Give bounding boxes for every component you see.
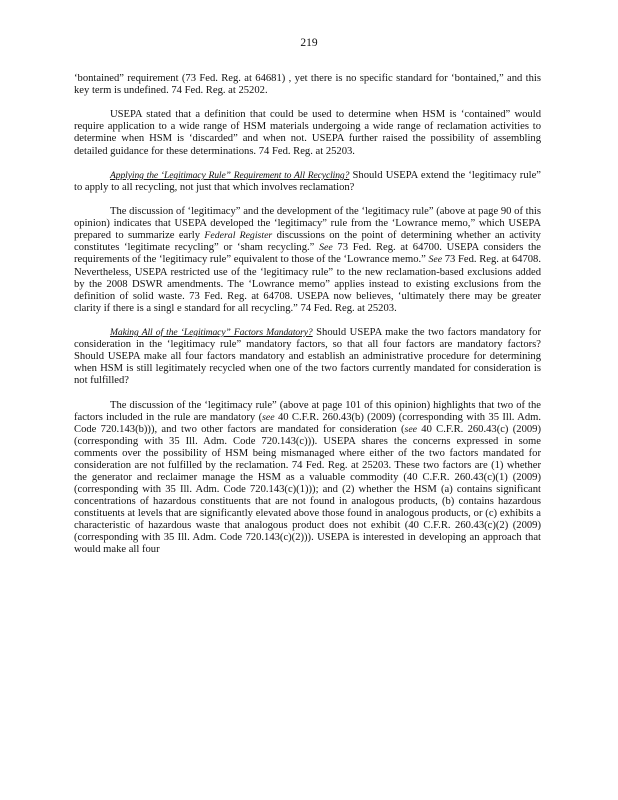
opinion-body-text [74,73,541,568]
paragraph-text: The discussion of the ‘legitimacy rule” (above at page 101 of this opinion) highlights that two of the factors included in the rule are mandatory ( [74,399,541,423]
paragraph-p3 [74,170,541,194]
paragraph-text: 73 Fed. Reg. at 64708. Nevertheless, USEPA restricted use of the ‘legitimacy rule” to the new reclamation-based exclusions added by the 2008 DSWR amendments. The ‘Lowrance memo” applies instead to existing exclusions from the definition of solid waste. 73 Fed. Reg. at 64708. USEPA now believes, ‘ultimately there may be greater clarity if there is a singl e standard for all recycling.” 74 Fed. Reg. at 25203. [74,254,541,314]
italic-citation: see [262,411,275,423]
italic-citation: see [404,423,418,435]
italic-citation: Federal Register [204,230,273,242]
paragraph-p6 [74,400,541,557]
italic-citation: See [319,242,333,254]
italic-citation: See [428,254,443,266]
section-heading: Making All of the ‘Legitimacy” Factors Mandatory? [110,326,313,338]
paragraph-text: The discussion of ‘legitimacy” and the development of the ‘legitimacy rule” (above at page 90 of this opinion) indicates that USEPA developed the ‘legitimacy” rule from the ‘Lowrance memo,” which USEPA prepared to summarize early [74,206,541,242]
paragraph-p2 [74,109,541,157]
section-heading: Applying the ‘Legitimacy Rule” Requirement to All Recycling? [110,169,350,181]
paragraph-p5 [74,327,541,387]
page-number: 219 [300,37,318,49]
paragraph-text: USEPA stated that a definition that could be used to determine when HSM is ‘contained” would require application to a wide range of HSM materials undergoing a wide range of reclamation activities to determine when HSM is ‘discarded” and when not. USEPA further raised the possibility of assembling detailed guidance for these determinations. 74 Fed. Reg. at 25203. [74,109,541,157]
paragraph-text: Should USEPA make the two factors mandatory for consideration in the ‘legitimacy rule” mandatory factors, so that all four factors are mandatory factors? Should USEPA make all four factors mandatory and establish an administrative procedure for determining when HSM is still legitimately recycled when one of the two factors currently mandated for consideration is not fulfilled? [74,326,541,387]
paragraph-text: Should USEPA extend the ‘legitimacy rule” to apply to all recycling, not just that which involves reclamation? [74,169,541,193]
paragraph-p1 [74,73,541,97]
paragraph-text: discussions on the point of determining whether an activity constitutes ‘legitimate recycling” or ‘sham recycling.” [74,230,541,254]
paragraph-text: 40 C.F.R. 260.43(b) (2009) (corresponding with 35 Ill. Adm. Code 720.143(b))), and two other factors are mandated for consideration ( [74,411,541,435]
paragraph-text: ‘bontained” requirement (73 Fed. Reg. at 64681) , yet there is no specific standard for ‘bontained,” and this key term is undefined. 74 Fed. Reg. at 25202. [74,73,541,97]
paragraph-text: 73 Fed. Reg. at 64700. USEPA considers the requirements of the ‘legitimacy rule” equivalent to those of the ‘Lowrance memo.” [74,242,542,266]
paragraph-p4 [74,206,541,314]
paragraph-text: 40 C.F.R. 260.43(c) (2009) (corresponding with 35 Ill. Adm. Code 720.143(c))). USEPA shares the concerns expressed in some comments over the possibility of HSM being mismanaged where either of the two factors mandated for consideration are not fulfilled by the reclamation. 74 Fed. Reg. at 25203. These two factors are (1) whether the generator and reclaimer manage the HSM as a valuable commodity (40 C.F.R. 260.43(c)(1) (2009) (corresponding with 35 Ill. Adm. Code 720.143(c)(1))); and (2) whether the HSM (a) contains significant concentrations of hazardous constituents that are not found in analogous products, (b) contains hazardous constituents at levels that are significantly elevated above those found in analogous products, or (c) exhibits a characteristic of hazardous waste that analogous product does not exhibit (40 C.F.R. 260.43(c)(2) (2009) (corresponding with 35 Ill. Adm. Code 720.143(c)(2))). USEPA is interested in developing an approach that would make all four [74,423,541,556]
